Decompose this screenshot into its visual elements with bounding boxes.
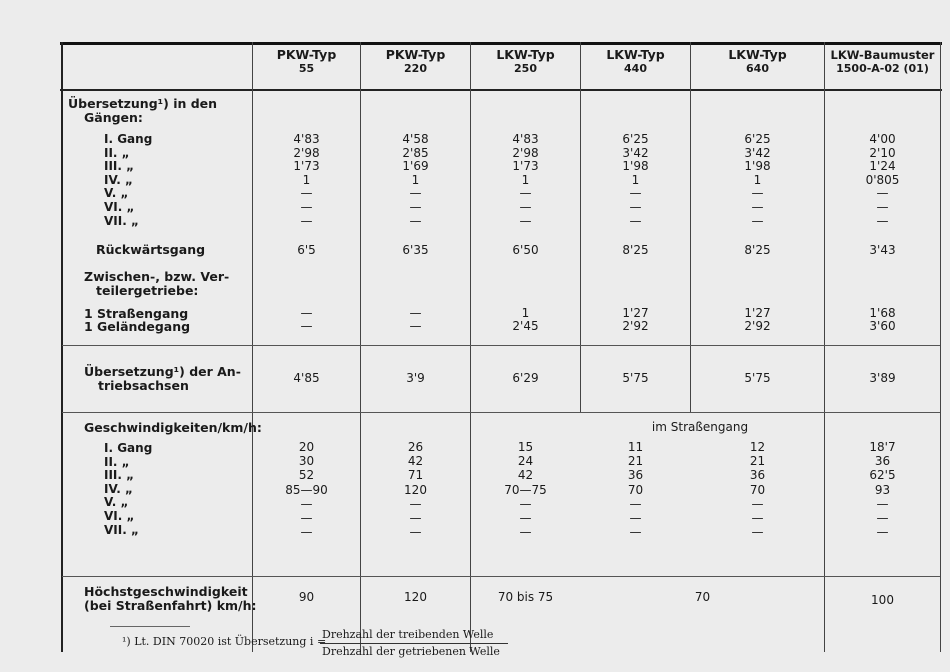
gear-ratio-value: — [876,186,889,201]
speed-value: 85—90 [285,482,328,497]
speed-value: — [409,511,422,525]
gear-ratio-value: — [300,200,313,214]
gear-ratio-value: 1'98 [622,159,649,174]
gear-ratio-value: — [629,186,642,201]
gear-ratio-value: — [629,213,642,228]
column-header: PKW-Typ 55 [276,47,337,75]
gear-label: I. Gang [104,132,153,146]
speed-value: — [519,496,532,511]
max-speed-value: 70 [694,590,711,604]
axle-ratio-value: 6'29 [512,371,539,385]
speed-value: 11 [627,440,644,454]
footnote-rule [110,626,190,627]
left-border [61,90,63,652]
column-header: LKW-Typ 440 [606,47,665,75]
col-divider [61,42,63,90]
speed-value: 42 [517,468,534,483]
top-rule [60,42,942,45]
speed-value: — [300,525,313,540]
axle-ratio-value: 3'89 [869,371,896,385]
gear-label: I. Gang [104,441,153,455]
gear-ratio-value: 1'69 [402,159,429,174]
speed-value: 70—75 [504,482,547,497]
terrain-gear-value: 3'60 [869,319,896,333]
speed-value: 70 [627,482,644,497]
road-gear-value: 1'27 [622,306,649,320]
gear-ratio-value: 4'58 [402,132,429,146]
col-divider [940,42,941,652]
speed-value: — [300,496,313,511]
gear-ratio-value: 4'83 [293,132,320,146]
max-speed-value: 90 [298,590,315,604]
gear-ratio-value: 1'73 [293,159,320,174]
gear-label: II. „ [104,145,130,160]
speed-value: 21 [749,454,766,469]
gear-ratio-value: 1'73 [512,159,539,174]
section-title: Übersetzung¹) in den [68,96,218,111]
column-header: LKW-Typ 250 [496,47,555,75]
section-title: Gängen: [84,110,143,125]
speed-value: — [751,525,764,540]
gear-label: VII. „ [104,213,139,228]
gear-label: V. „ [104,186,129,201]
gear-ratio-value: — [409,186,422,201]
gear-ratio-value: 4'83 [512,132,539,146]
gear-ratio-value: — [751,200,764,214]
gear-label: IV. „ [104,172,133,187]
footnote-text: ¹) Lt. DIN 70020 ist Übersetzung i = [122,635,327,648]
speed-value: 42 [407,454,424,469]
max-speed-value: 100 [871,593,894,607]
gear-ratio-value: — [519,200,532,214]
section-title: Übersetzung¹) der An- [84,364,241,379]
gear-ratio-value: — [300,186,313,201]
road-gear-value: 1'27 [744,306,771,320]
transfer-case-title: Zwischen-, bzw. Ver- [84,269,230,284]
gear-label: VI. „ [104,199,135,214]
speed-value: 24 [517,454,534,469]
axle-ratio-value: 3'9 [406,371,425,385]
gear-ratio-value: 2'98 [293,145,320,160]
reverse-ratio-value: 6'5 [297,243,316,257]
gear-label: III. „ [104,159,135,174]
speed-value: — [876,511,889,525]
section-title: (bei Straßenfahrt) km/h: [84,598,257,613]
gear-ratio-value: — [751,213,764,228]
speed-value: 21 [627,454,644,469]
speed-value: 62'5 [869,468,896,483]
speed-value: — [409,525,422,540]
road-gear-value: — [409,306,422,320]
gear-ratio-value: 1 [411,172,420,187]
axle-ratio-value: 4'85 [293,371,320,385]
reverse-ratio-value: 6'50 [512,243,539,257]
speed-value: 20 [298,440,315,454]
gear-ratio-value: 6'25 [622,132,649,146]
gear-ratio-value: — [519,213,532,228]
axle-ratio-value: 5'75 [622,371,649,385]
gear-label: IV. „ [104,481,133,496]
road-gear-value: — [300,306,313,320]
section-rule [62,576,940,577]
speed-value: 18'7 [869,440,896,454]
road-gear-value: 1 [521,306,530,320]
terrain-gear-value: 2'92 [744,319,771,333]
gear-label: V. „ [104,495,129,510]
speed-value: 30 [298,454,315,469]
reverse-ratio-value: 8'25 [744,243,771,257]
gear-ratio-value: 1 [302,172,311,187]
speed-value: — [300,511,313,525]
gear-ratio-value: 0'805 [865,172,900,187]
road-gear-label: 1 Straßengang [84,306,189,321]
speed-value: 26 [407,440,424,454]
terrain-gear-value: 2'92 [622,319,649,333]
gear-labels [104,133,152,228]
gear-label: VI. „ [104,508,135,523]
gear-ratio-value: 1 [753,172,762,187]
speed-value: — [629,525,642,540]
reverse-ratio-value: 3'43 [869,243,896,257]
column-header: LKW-Baumuster 1500-A-02 (01) [830,48,935,75]
column-header: PKW-Typ 220 [385,47,446,75]
section-title: Geschwindigkeiten/km/h: [84,420,262,435]
terrain-gear-value: 2'45 [512,319,539,333]
axle-ratio-value: 5'75 [744,371,771,385]
speed-value: — [519,511,532,525]
gear-ratio-value: 1'24 [869,159,896,174]
gear-ratio-value: 6'25 [744,132,771,146]
header-rule [60,89,942,91]
section-title: Höchstgeschwindigkeit [84,584,248,599]
speed-value: 36 [627,468,644,483]
footnote-denominator: Drehzahl der getriebenen Welle [322,645,500,658]
gear-ratio-value: — [629,200,642,214]
speed-value: 71 [407,468,424,483]
speed-value: — [751,511,764,525]
gear-ratio-value: — [876,200,889,214]
gear-ratio-value: — [519,186,532,201]
gear-ratio-value: 1 [521,172,530,187]
max-speed-value: 120 [404,590,427,604]
section-title: triebsachsen [98,378,189,393]
speed-value: — [876,496,889,511]
speed-value: — [629,496,642,511]
speed-value: — [751,496,764,511]
speed-value: 36 [874,454,891,469]
footnote-numerator: Drehzahl der treibenden Welle [322,628,494,641]
speed-value: 93 [874,482,891,497]
gear-ratio-value: — [751,186,764,201]
speed-value: 70 [749,482,766,497]
gear-ratio-value: 1 [631,172,640,187]
gear-ratio-value: 2'85 [402,145,429,160]
gear-ratio-value: — [300,213,313,228]
gear-ratio-value: 2'98 [512,145,539,160]
section-rule [62,345,940,346]
column-header: LKW-Typ 640 [728,47,787,75]
gear-ratio-value: 4'00 [869,132,896,146]
gear-ratio-value: — [409,213,422,228]
speed-note: im Straßengang [651,420,749,434]
speed-value: — [519,525,532,540]
road-gear-value: 1'68 [869,306,896,320]
gear-ratio-value: — [409,200,422,214]
speed-value: 120 [404,482,427,497]
gear-label: III. „ [104,468,135,483]
speed-value: — [409,496,422,511]
terrain-gear-value: — [300,319,313,333]
gear-ratio-value: 3'42 [744,145,771,160]
gear-ratio-value: — [876,213,889,228]
gear-ratio-value: 1'98 [744,159,771,174]
transfer-case-title: teilergetriebe: [96,283,199,298]
gear-ratio-value: 3'42 [622,145,649,160]
speed-value: — [876,525,889,540]
fraction-bar [320,643,508,644]
terrain-gear-value: — [409,319,422,333]
speed-value: 15 [517,440,534,454]
gear-ratio-value: 2'10 [869,145,896,160]
speed-value: — [629,511,642,525]
reverse-ratio-value: 8'25 [622,243,649,257]
reverse-ratio-value: 6'35 [402,243,429,257]
speed-value: 52 [298,468,315,483]
gear-label: II. „ [104,454,130,469]
section-rule [62,412,940,413]
reverse-gear-label: Rückwärtsgang [96,242,206,257]
speed-value: 36 [749,468,766,483]
gear-label: VII. „ [104,522,139,537]
gear-labels [104,442,152,537]
terrain-gear-label: 1 Geländegang [84,319,191,334]
max-speed-value: 70 bis 75 [497,590,554,604]
speed-value: 12 [749,440,766,454]
